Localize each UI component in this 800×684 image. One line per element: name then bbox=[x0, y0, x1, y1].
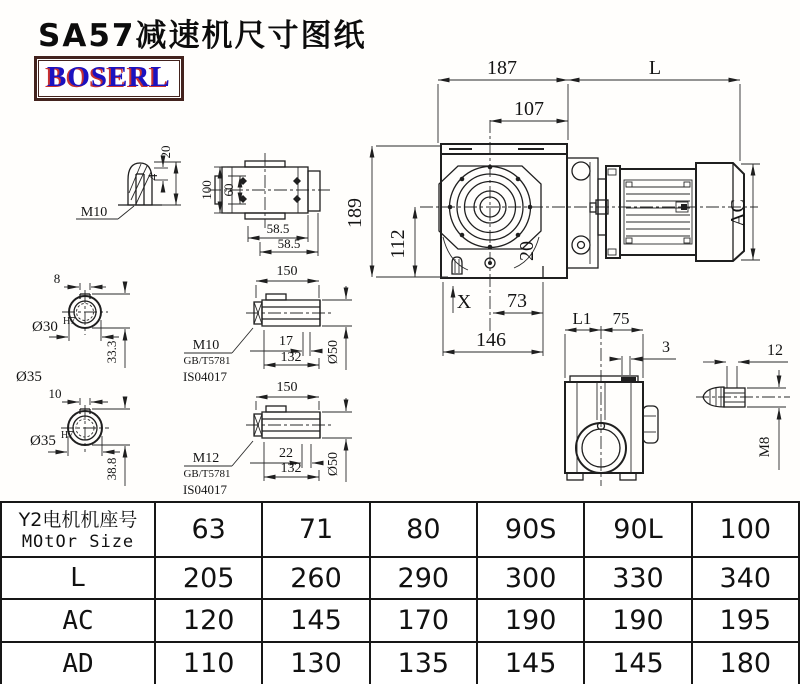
page-title: SA57减速机尺寸图纸 bbox=[38, 18, 367, 54]
table-row bbox=[1, 599, 799, 642]
dim-M8-label: M8 bbox=[757, 436, 773, 458]
gearbox-side-view bbox=[565, 309, 676, 486]
plug-bolt-view bbox=[696, 342, 790, 470]
breather-thread-label: M10 bbox=[80, 205, 108, 220]
dim-187-label: 187 bbox=[487, 57, 517, 79]
cell-AD-90L: 145 bbox=[584, 642, 691, 684]
shaft1-17-label: 17 bbox=[279, 334, 293, 349]
cell-L-100: 340 bbox=[692, 557, 799, 599]
cell-AC-100: 195 bbox=[692, 599, 799, 642]
col-100: 100 bbox=[692, 502, 799, 557]
table-row bbox=[1, 642, 799, 684]
cell-L-90S: 300 bbox=[477, 557, 584, 599]
bore1-od-label: Ø35 bbox=[16, 369, 42, 385]
shaft1-132-label: 132 bbox=[280, 350, 302, 365]
cell-AD-80: 135 bbox=[370, 642, 477, 684]
dim-X-label: X bbox=[456, 291, 472, 313]
bore1-tol-label: H7 bbox=[63, 316, 76, 327]
cell-AC-80: 170 bbox=[370, 599, 477, 642]
shaft1-150-label: 150 bbox=[276, 264, 298, 279]
table-header-motor-size bbox=[1, 502, 155, 557]
cell-AD-100: 180 bbox=[692, 642, 799, 684]
shaft1-thread-label: M10 bbox=[192, 338, 220, 353]
table-row bbox=[1, 557, 799, 599]
cell-L-90L: 330 bbox=[584, 557, 691, 599]
header-cn: Y2电机机座号 bbox=[18, 508, 138, 531]
shaft2-thread-label: M12 bbox=[192, 451, 220, 466]
dim-8-label: 8 bbox=[53, 271, 61, 286]
cell-AC-90L: 190 bbox=[584, 599, 691, 642]
dim-585b-label: 58.5 bbox=[277, 236, 301, 251]
col-63: 63 bbox=[155, 502, 262, 557]
dim-60-label: 60 bbox=[221, 183, 236, 197]
shaft1-d50-label: Ø50 bbox=[326, 339, 341, 365]
col-90S: 90S bbox=[477, 502, 584, 557]
row-label-AC: AC bbox=[1, 599, 155, 642]
motor-side-view bbox=[590, 163, 744, 261]
hollow-shaft2-view bbox=[183, 380, 352, 497]
dim-100-label: 100 bbox=[199, 180, 214, 200]
cell-L-63: 205 bbox=[155, 557, 262, 599]
shaft1-iso-label: IS04017 bbox=[182, 369, 228, 384]
dim-L1-label: L1 bbox=[572, 309, 592, 328]
cell-AC-90S: 190 bbox=[477, 599, 584, 642]
bore2-dia-label: Ø35 bbox=[30, 433, 56, 449]
dim-112-label: 112 bbox=[387, 229, 409, 259]
cell-AD-90S: 145 bbox=[477, 642, 584, 684]
dim-146-label: 146 bbox=[476, 329, 506, 351]
shaft1-std-label: GB/T5781 bbox=[183, 355, 231, 367]
dim-189-label: 189 bbox=[344, 198, 366, 228]
shaft2-132-label: 132 bbox=[280, 461, 302, 476]
shaft2-150-label: 150 bbox=[276, 380, 298, 395]
cell-AD-63: 110 bbox=[155, 642, 262, 684]
cell-AC-71: 145 bbox=[262, 599, 369, 642]
shaft2-22-label: 22 bbox=[279, 446, 293, 461]
motor-size-table bbox=[0, 501, 800, 684]
row-label-AD: AD bbox=[1, 642, 155, 684]
brand-logo-text: BOSERL bbox=[47, 61, 171, 93]
shaft2-iso-label: IS04017 bbox=[182, 482, 228, 497]
dim-20b-label: 20 bbox=[158, 145, 173, 159]
dim-107-label: 107 bbox=[514, 98, 544, 120]
dim-75-label: 75 bbox=[612, 309, 630, 328]
main-view-dimensions bbox=[344, 57, 760, 356]
cell-AC-63: 120 bbox=[155, 599, 262, 642]
row-label-L: L bbox=[1, 557, 155, 599]
bore1-dia-label: Ø30 bbox=[32, 319, 58, 335]
dim-585a-label: 58.5 bbox=[266, 221, 290, 236]
cell-AD-71: 130 bbox=[262, 642, 369, 684]
dim-20-label: 20 bbox=[516, 241, 538, 261]
dim-4-label: 4 bbox=[145, 173, 160, 181]
cell-L-71: 260 bbox=[262, 557, 369, 599]
header-en: MOtOr Size bbox=[21, 531, 135, 552]
cell-L-80: 290 bbox=[370, 557, 477, 599]
bore1-section-view bbox=[16, 271, 130, 385]
main-view bbox=[344, 57, 760, 356]
hollow-shaft1-view bbox=[183, 264, 352, 384]
dim-73-label: 73 bbox=[507, 290, 527, 312]
dim-AC-label: AC bbox=[727, 199, 749, 227]
shaft2-std-label: GB/T5781 bbox=[183, 468, 231, 480]
dim-388-label: 38.8 bbox=[104, 457, 119, 481]
bore2-tol-label: H7 bbox=[61, 430, 74, 441]
col-80: 80 bbox=[370, 502, 477, 557]
bore2-section-view bbox=[30, 386, 130, 486]
dim-L-label: L bbox=[648, 57, 662, 79]
dim-10-label: 10 bbox=[48, 386, 62, 401]
col-71: 71 bbox=[262, 502, 369, 557]
dim-333-label: 33.3 bbox=[104, 340, 119, 364]
dim-12-label: 12 bbox=[767, 342, 783, 359]
breather-valve-view bbox=[76, 146, 181, 221]
dim-3-label: 3 bbox=[662, 339, 670, 356]
shaft2-d50-label: Ø50 bbox=[326, 451, 341, 477]
flange-top-view bbox=[199, 153, 330, 256]
col-90L: 90L bbox=[584, 502, 691, 557]
